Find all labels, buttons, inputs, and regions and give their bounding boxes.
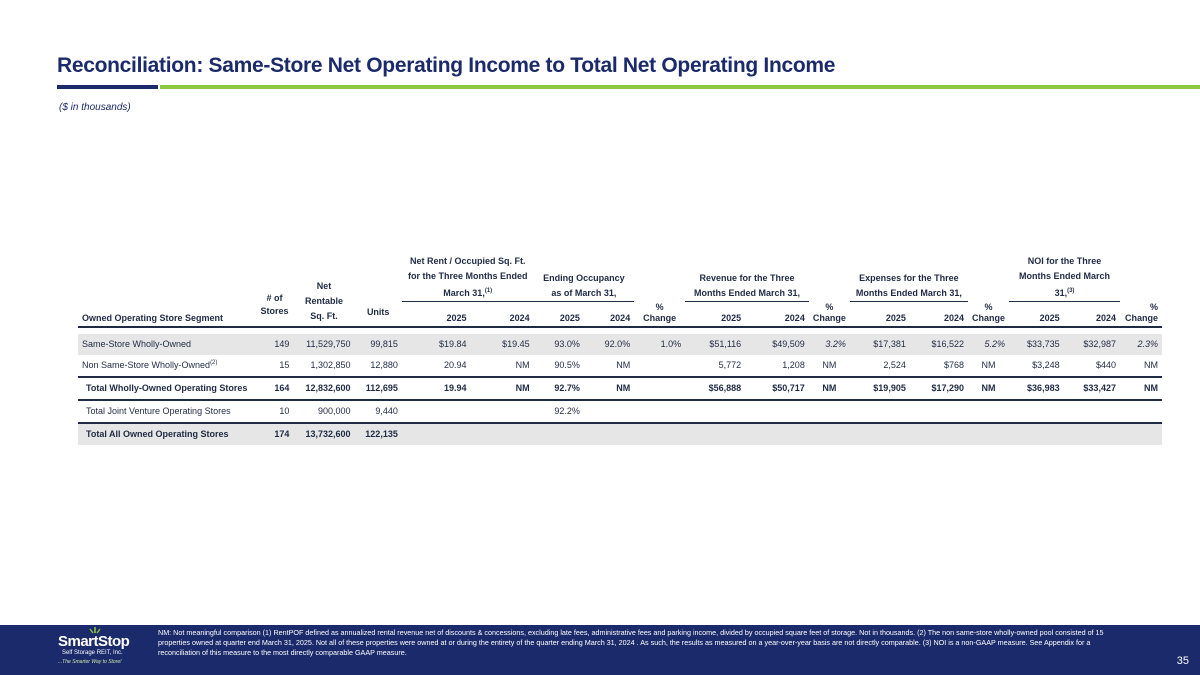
cell-exp-2024: $768 <box>944 360 965 370</box>
title-rule-green <box>160 85 1200 89</box>
cell-noi-change: NM <box>1120 377 1162 400</box>
row-label: Total Joint Venture Operating Stores <box>78 400 256 423</box>
cell-rev-change: NM <box>809 377 850 400</box>
cell-rent-2024: $19.45 <box>470 334 533 355</box>
cell-stores: 174 <box>256 423 294 445</box>
cell-exp-change: NM <box>968 377 1009 400</box>
cell-occ-2024: NM <box>584 377 634 400</box>
cell-exp-change <box>968 423 1009 445</box>
header-occ-2025: 2025 <box>534 302 584 327</box>
header-rent-group-note: (1) <box>484 288 493 294</box>
cell-rent-2025: $19.84 <box>402 334 471 355</box>
cell-rent-2025: 19.94 <box>402 377 471 400</box>
header-rent-group-label: Net Rent / Occupied Sq. Ft. for the Three Months Ended March 31, <box>407 256 528 298</box>
cell-rev-2024 <box>745 400 809 423</box>
table-row-total-wholly-owned <box>78 377 1162 400</box>
cell-stores: 15 <box>279 360 290 370</box>
cell-occ-2025: 90.5% <box>554 360 580 370</box>
cell-exp-2024 <box>910 423 968 445</box>
cell-noi-2024 <box>1064 400 1120 423</box>
cell-occ-change <box>634 423 685 445</box>
table-header-group-row <box>78 254 1162 302</box>
header-exp-2025: 2025 <box>850 302 910 327</box>
cell-exp-2025 <box>850 400 910 423</box>
cell-exp-2025: 2,524 <box>883 360 906 370</box>
cell-stores: 164 <box>256 377 294 400</box>
header-rev-2024: 2024 <box>745 302 809 327</box>
cell-exp-2025: $17,381 <box>850 334 910 355</box>
cell-exp-2024 <box>910 400 968 423</box>
cell-occ-2024: 92.0% <box>584 334 634 355</box>
cell-rev-2025: 5,772 <box>718 360 742 370</box>
header-rev-group: Revenue for the Three Months Ended March 31, <box>685 254 809 302</box>
cell-noi-2024: $33,427 <box>1064 377 1120 400</box>
cell-units: 122,135 <box>355 423 402 445</box>
cell-rentable: 900,000 <box>293 400 354 423</box>
header-noi-2024: 2024 <box>1064 302 1120 327</box>
cell-rentable: 11,529,750 <box>293 334 354 355</box>
cell-occ-change <box>634 400 685 423</box>
row-label: Non Same-Store Wholly-Owned$^{(2)}$ <box>82 360 218 370</box>
cell-rev-change <box>809 423 850 445</box>
cell-rev-2024: $50,717 <box>745 377 809 400</box>
cell-rent-2025 <box>402 400 471 423</box>
cell-rent-2024: NM <box>470 377 533 400</box>
cell-rev-2024: $49,509 <box>745 334 809 355</box>
header-segment: Owned Operating Store Segment <box>78 254 256 327</box>
cell-occ-2025: 92.2% <box>534 400 584 423</box>
cell-units: 9,440 <box>355 400 402 423</box>
page-number: 35 <box>1176 655 1189 667</box>
cell-rent-2024 <box>470 400 533 423</box>
cell-noi-2025: $36,983 <box>1009 377 1064 400</box>
cell-exp-2025: $19,905 <box>850 377 910 400</box>
header-occ-2024: 2024 <box>584 302 634 327</box>
cell-occ-2024 <box>584 423 634 445</box>
company-logo <box>58 633 129 665</box>
cell-rev-2025: $51,116 <box>685 334 745 355</box>
header-noi-2025: 2025 <box>1009 302 1064 327</box>
cell-noi-2024: $32,987 <box>1064 334 1120 355</box>
cell-exp-change: 5.2% <box>968 334 1009 355</box>
cell-occ-2024 <box>584 400 634 423</box>
header-noi-group-label: NOI for the Three Months Ended March 31, <box>1018 256 1110 298</box>
cell-exp-change <box>968 400 1009 423</box>
header-exp-change: % Change <box>968 302 1009 327</box>
units-note: ($ in thousands) <box>59 102 131 113</box>
cell-rev-change: NM <box>822 360 837 370</box>
title-rule-blue <box>57 85 158 89</box>
header-stores: # of Stores <box>256 254 294 327</box>
header-exp-group: Expenses for the Three Months Ended March 31, <box>850 254 968 302</box>
cell-exp-2025 <box>850 423 910 445</box>
cell-exp-2024: $17,290 <box>910 377 968 400</box>
cell-noi-2025: $33,735 <box>1009 334 1064 355</box>
cell-occ-2024: NM <box>616 360 631 370</box>
table-row <box>78 355 1162 377</box>
footnotes: NM: Not meaningful comparison (1) RentPOF defined as annualized rental revenue net of discounts & concessions, excluding late fees, administrative fees and parking income, divided by occupied square feet of storage. Not in thousands. (2) The non same-store wholly-owned pool consisted of 15 properties owned at quarter end March 31, 2025. Not all of these properties were owned at or during the entirety of the quarter ending March 31, 2024 . As such, the results as measured on a year-over-year basis are not directly comparable. (3) NOI is a non-GAAP measure. See Appendix for a reconciliation of this measure to the most directly comparable GAAP measure. <box>158 628 1104 657</box>
cell-noi-change <box>1120 423 1162 445</box>
cell-rent-2025: 20.94 <box>443 360 467 370</box>
table-row <box>78 334 1162 355</box>
table-row-joint-venture <box>78 400 1162 423</box>
header-noi-change: % Change <box>1120 302 1162 327</box>
logo-name: SmartStop <box>58 633 130 650</box>
cell-units: 12,880 <box>370 360 398 370</box>
header-rent-group <box>402 254 534 302</box>
cell-noi-change: NM <box>1144 360 1158 370</box>
cell-rentable: 12,832,600 <box>293 377 354 400</box>
cell-stores: 10 <box>256 400 294 423</box>
header-rent-2025: 2025 <box>402 302 471 327</box>
cell-rev-2024: 1,208 <box>782 360 805 370</box>
cell-occ-2025: 93.0% <box>534 334 584 355</box>
header-rev-2025: 2025 <box>685 302 745 327</box>
cell-exp-2024: $16,522 <box>910 334 968 355</box>
header-rentable: Net Rentable Sq. Ft. <box>293 254 354 327</box>
row-label: Total All Owned Operating Stores <box>78 423 256 445</box>
header-rev-change: % Change <box>809 302 850 327</box>
cell-occ-change: 1.0% <box>634 334 685 355</box>
cell-noi-2025 <box>1009 400 1064 423</box>
cell-rev-2025: $56,888 <box>685 377 745 400</box>
cell-noi-2024: $440 <box>1095 360 1116 370</box>
cell-rev-change <box>809 400 850 423</box>
logo-tagline: ...The Smarter Way to Store! <box>58 659 122 665</box>
cell-rev-2025 <box>685 423 745 445</box>
noi-reconciliation-table <box>78 254 1162 445</box>
cell-units: 99,815 <box>355 334 402 355</box>
cell-noi-change <box>1120 400 1162 423</box>
header-rent-2024: 2024 <box>470 302 533 327</box>
cell-rent-2024 <box>470 423 533 445</box>
cell-occ-change <box>634 355 685 377</box>
header-occ-group: Ending Occupancy as of March 31, <box>534 254 635 302</box>
row-label: Total Wholly-Owned Operating Stores <box>78 377 256 400</box>
cell-units: 112,695 <box>355 377 402 400</box>
header-noi-group-note: (3) <box>1067 288 1075 294</box>
cell-rentable: 1,302,850 <box>310 360 351 370</box>
cell-rent-2025 <box>402 423 471 445</box>
header-occ-change: % Change <box>634 302 685 327</box>
cell-rev-2025 <box>685 400 745 423</box>
cell-stores: 149 <box>256 334 294 355</box>
cell-noi-change: 2.3% <box>1120 334 1162 355</box>
table-row-total-all <box>78 423 1162 445</box>
cell-noi-2024 <box>1064 423 1120 445</box>
cell-noi-2025: $3,248 <box>1032 360 1060 370</box>
header-noi-group <box>1009 254 1120 302</box>
cell-rent-2024: NM <box>515 360 530 370</box>
row-label: Same-Store Wholly-Owned <box>78 334 256 355</box>
cell-rev-2024 <box>745 423 809 445</box>
cell-occ-2025: 92.7% <box>534 377 584 400</box>
header-units: Units <box>355 254 402 327</box>
page-title: Reconciliation: Same-Store Net Operating Income to Total Net Operating Income <box>57 54 836 77</box>
cell-rentable: 13,732,600 <box>293 423 354 445</box>
cell-rev-change: 3.2% <box>809 334 850 355</box>
cell-occ-2025 <box>534 423 584 445</box>
cell-occ-change <box>634 377 685 400</box>
logo-subtitle: Self Storage REIT, Inc. <box>62 650 123 656</box>
cell-noi-2025 <box>1009 423 1064 445</box>
header-exp-2024: 2024 <box>910 302 968 327</box>
cell-exp-change: NM <box>981 360 996 370</box>
